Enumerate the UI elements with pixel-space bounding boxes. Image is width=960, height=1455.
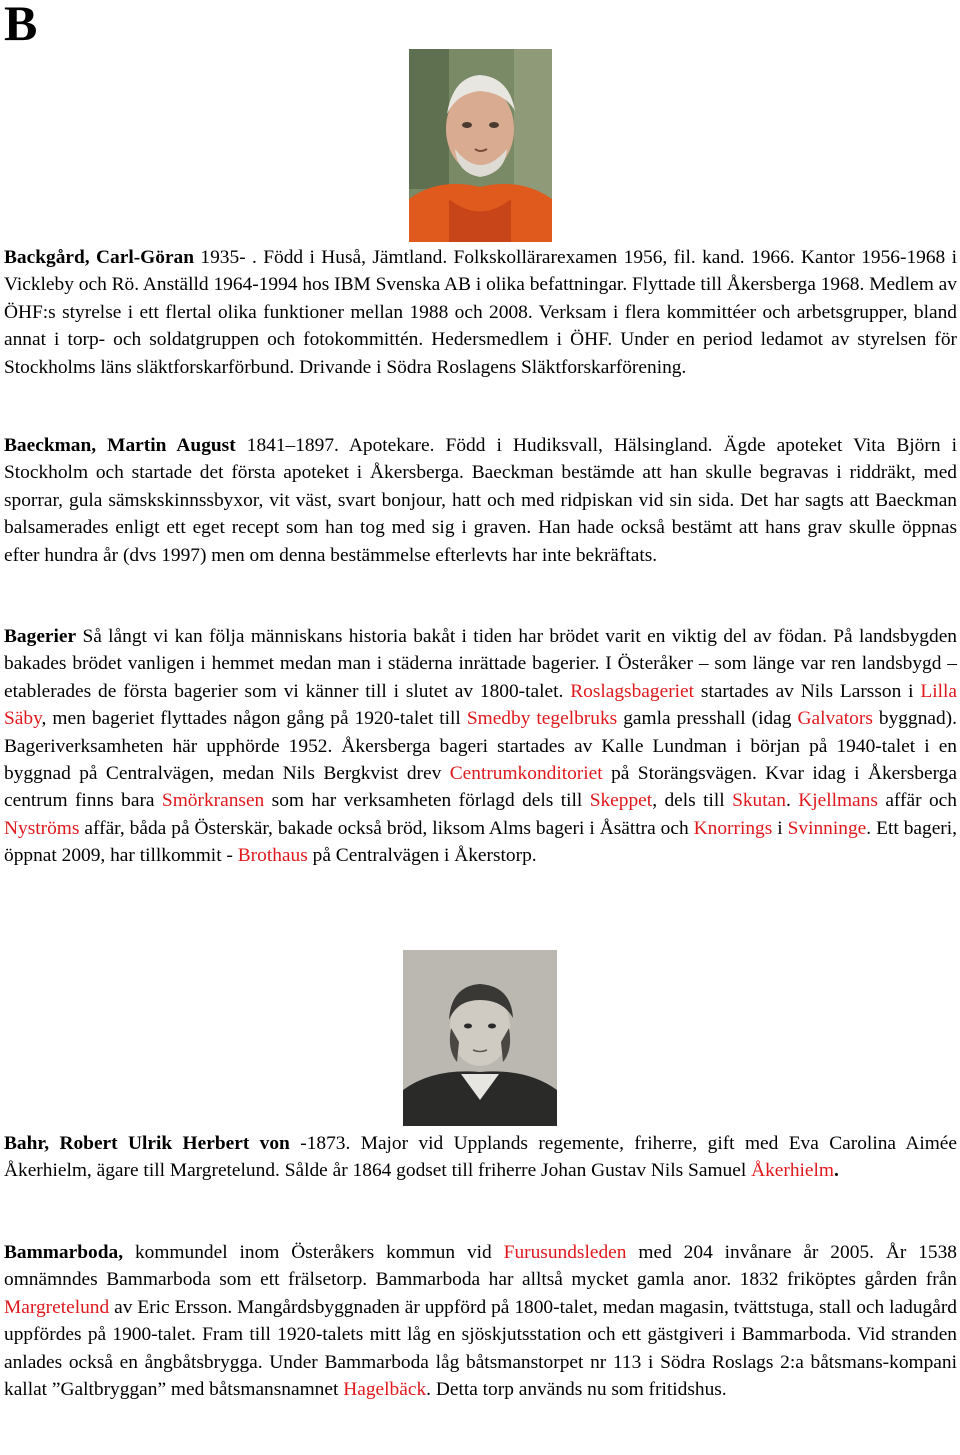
entry-name: Bahr, Robert Ulrik Herbert von (4, 1133, 290, 1154)
entry-name: Backgård, Carl-Göran (4, 247, 195, 268)
entry-bagerier (4, 623, 957, 870)
entry-text: . Detta torp används nu som fritidshus. (426, 1379, 727, 1401)
entry-bammarboda (4, 1239, 957, 1403)
entry-bahr (4, 1130, 957, 1185)
entry-text: byggnad). Bageriverksamheten här upphörde 1952. Åkersberga bageri startades av Kalle Lundman i början på 1940-talet i en byggnad på Centralvägen, medan Nils Bergkvist drev (4, 708, 957, 785)
entry-text: kommundel inom Österåkers kommun vid (123, 1242, 504, 1263)
link-smorkransen[interactable]: Smörkransen (161, 790, 265, 812)
entry-text: . (834, 1160, 839, 1182)
entry-text: affär, båda på Österskär, bakade också bröd, liksom Alms bageri i Åsättra och (79, 817, 694, 839)
link-knorrings[interactable]: Knorrings (693, 817, 773, 839)
link-furusundsleden[interactable]: Furusundsleden (503, 1242, 627, 1263)
section-letter-heading: B (4, 0, 38, 51)
link-smedby-tegelbruks[interactable]: Smedby tegelbruks (466, 708, 618, 730)
link-skutan[interactable]: Skutan (732, 790, 786, 812)
entry-text: med 204 invånare år 2005. År 1538 omnämndes Bammarboda som ett frälsetorp. Bammarboda har alltså mycket gamla anor. 1832 friköptes gården från (4, 1242, 957, 1291)
entry-name: Bammarboda, (4, 1242, 124, 1263)
link-galvators[interactable]: Galvators (797, 708, 873, 730)
entry-baeckman (4, 432, 957, 569)
entry-text: . Ett bageri, öppnat 2009, har tillkommit - (4, 817, 957, 867)
entry-name: Bagerier (4, 626, 77, 647)
entry-text: som har verksamheten förlagd dels till (264, 790, 590, 812)
entry-name: Baeckman, Martin August (4, 435, 236, 456)
entry-text: i (772, 817, 788, 839)
link-akerhielm[interactable]: Åkerhielm (751, 1160, 834, 1182)
link-roslagsbageriet[interactable]: Roslagsbageriet (570, 680, 695, 702)
entry-text: av Eric Ersson. Mangårdsbyggnaden är uppförd på 1800-talet, medan magasin, tvättstuga, stall och ladugård uppfördes på 1900-talet. Fram till 1920-talets mitt låg en sjöskjutsstation och ett gästgiveri i Bammarboda. Vid stranden anlades också en ångbåtsbrygga. Under Bammarboda låg båtsmanstorpet nr 113 i Södra Roslags 2:a båtsmans-kompani kallat ”Galtbryggan” med båtsmansnamnet (4, 1296, 957, 1401)
link-kjellmans[interactable]: Kjellmans (798, 790, 878, 812)
link-nystroms[interactable]: Nyströms (4, 817, 80, 839)
entry-text: gamla presshall (idag (617, 708, 798, 730)
entry-text: 1841–1897. Apotekare. Född i Hudiksvall, Hälsingland. Ägde apoteket Vita Björn i Stockholm och startade det första apoteket i Åkersberga. Baeckman bestämde att han skulle begravas i riddräkt, med sporrar, gula sämskskinnssbyxor, vit väst, svart bonjour, hatt och med ridpiskan vid sin sida. Det har sagts att Baeckman balsamerades enligt ett eget recept som han tog med sig i graven. Han hade också bestämt att hans grav skulle öppnas efter hundra år (dvs 1997) men om denna bestämmelse efterlevts har inte bekräftats. (4, 435, 957, 566)
link-lilla-saby[interactable]: Lilla Säby (4, 680, 957, 730)
portrait-engraving-bahr (403, 950, 557, 1126)
entry-text: . (785, 790, 799, 812)
entry-backgard (4, 244, 957, 381)
link-hagelback[interactable]: Hagelbäck (343, 1379, 427, 1401)
entry-text: 1935- . Född i Huså, Jämtland. Folkskollärarexamen 1956, fil. kand. 1966. Kantor 1956-1968 i Vickleby och Rö. Anställd 1964-1994 hos IBM Svenska AB i olika befattningar. Flyttade till Åkersberga 1968. Medlem av ÖHF:s styrelse i ett flertal olika funktioner mellan 1988 och 2008. Verksam i flera kommittéer och arbetsgrupper, bland annat i torp- och soldatgruppen och fotokommittén. Hedersmedlem i ÖHF. Under en period ledamot av styrelsen för Stockholms läns släktforskarförbund. Drivande i Södra Roslagens Släktforskarförening. (4, 247, 957, 378)
entry-text: , men bageriet flyttades någon gång på 1920-talet till (41, 708, 467, 730)
entry-text: startades av Nils Larsson i (694, 680, 921, 702)
entry-text: affär och (877, 790, 957, 812)
entry-text: på Centralvägen i Åkerstorp. (307, 845, 537, 867)
link-brothaus[interactable]: Brothaus (237, 845, 308, 867)
link-svinninge[interactable]: Svinninge (787, 817, 867, 839)
entry-text: , dels till (652, 790, 733, 812)
entry-text: på Storängsvägen. Kvar idag i Åkersberga centrum finns bara (4, 763, 957, 812)
link-margretelund[interactable]: Margretelund (4, 1296, 110, 1318)
link-centrumkonditoriet[interactable]: Centrumkonditoriet (449, 763, 603, 785)
link-skeppet[interactable]: Skeppet (589, 790, 653, 812)
entry-text: Så långt vi kan följa människans historia bakåt i tiden har brödet varit en viktig del av födan. På landsbygden bakades brödet vanligen i hemmet medan man i städerna inrättade bagerier. I Österåker – som länge var ren landsbygd – etablerades de första bagerier som vi känner till i slutet av 1800-talet. (4, 626, 957, 702)
portrait-photo-backgard (409, 49, 552, 242)
entry-text: -1873. Major vid Upplands regemente, friherre, gift med Eva Carolina Aimée Åkerhielm, ägare till Margretelund. Sålde år 1864 godset till friherre Johan Gustav Nils Samuel (4, 1133, 957, 1182)
